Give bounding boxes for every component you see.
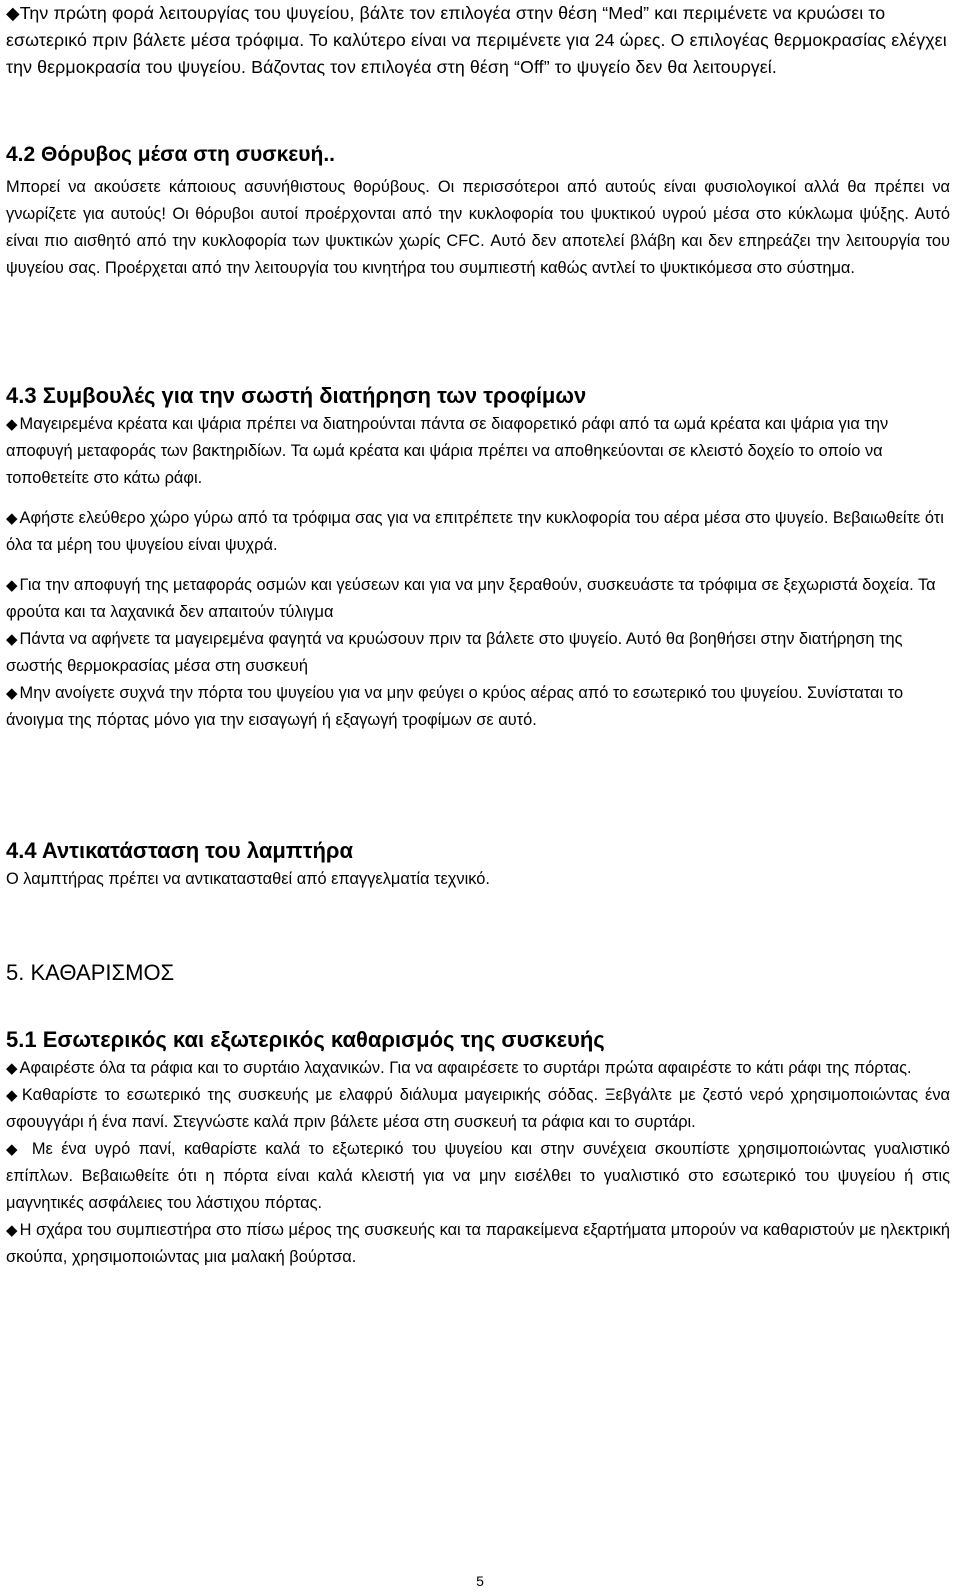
bullet-diamond-icon: ◆ — [6, 1087, 20, 1104]
list-item: ◆ Αφαιρέστε όλα τα ράφια και το συρτάιο λαχανικών. Για να αφαιρέσετε το συρτάρι πρώτα αφαιρέστε το κάτι ράφι της πόρτας. — [6, 1059, 912, 1077]
section-body: Ο λαμπτήρας πρέπει να αντικατασταθεί από επαγγελματία τεχνικό. — [6, 870, 490, 888]
list-item: ◆ Πάντα να αφήνετε τα μαγειρεμένα φαγητά να κρυώσουν πριν τα βάλετε στο ψυγείο. Αυτό θα βοηθήσει στην διατήρηση της σωστής θερμοκρασίας μέσα στη συσκευή — [6, 630, 903, 675]
intro-paragraph: ◆Την πρώτη φορά λειτουργίας του ψυγείου, βάλτε τον επιλογέα στην θέση “Med” και περιμένετε να κρυώσει το εσωτερικό πριν βάλετε μέσα τρόφιμα. Το καλύτερο είναι να περιμένετε για 24 ώρες. Ο επιλογέας θερμοκρασίας ελέγχει την θερμοκρασία του ψυγείου. Βάζοντας τον επιλογέα στη θέση “Off” το ψυγείο δεν θα λειτουργεί. — [6, 3, 947, 77]
bullet-diamond-icon: ◆ — [6, 510, 18, 527]
bullet-diamond-icon: ◆ — [6, 1222, 18, 1239]
bullet-diamond-icon: ◆ — [6, 1060, 18, 1077]
list-item: ◆ Με ένα υγρό πανί, καθαρίστε καλά το εξωτερικό του ψυγείου και στην συνέχεια σκουπίστε χρησιμοποιώντας γυαλιστικό επίπλων. Βεβαιωθείτε ότι η πόρτα είναι καλά κλειστή για να μην εισέλθει το γυαλιστικό στο εσωτερικό του ψυγείου ή στις μαγνητικές ασφάλειες του λάστιχου πόρτας. — [6, 1140, 950, 1212]
bullet-diamond-icon: ◆ — [6, 631, 18, 648]
bullet-diamond-icon: ◆ — [6, 1141, 22, 1158]
section-4-4 — [6, 836, 950, 893]
list-item: ◆ Για την αποφυγή της μεταφοράς οσμών και γεύσεων και για να μην ξεραθούν, συσκευάστε τα τρόφιμα σε ξεχωριστά δοχεία. Τα φρούτα και τα λαχανικά δεν απαιτούν τύλιγμα — [6, 576, 936, 621]
section-heading: 4.2 Θόρυβος μέσα στη συσκευή.. — [6, 143, 335, 166]
list-item: ◆ Καθαρίστε το εσωτερικό της συσκευής με ελαφρύ διάλυμα μαγειρικής σόδας. Ξεβγάλτε με ζεστό νερό χρησιμοποιώντας ένα σφουγγάρι ή ένα πανί. Στεγνώστε καλά πριν βάλετε μέσα στη συσκευή τα ράφια και το συρτάρι. — [6, 1086, 950, 1131]
list-item: ◆ Μαγειρεμένα κρέατα και ψάρια πρέπει να διατηρούνται πάντα σε διαφορετικό ράφι από τα ωμά κρέατα και ψάρια για την αποφυγή μεταφοράς των βακτηριδίων. Τα ωμά κρέατα και ψάρια πρέπει να αποθηκεύονται σε κλειστό δοχείο το οποίο να τοποθετείτε στο κάτω ράφι. — [6, 415, 889, 487]
bullet-diamond-icon: ◆ — [6, 416, 18, 433]
chapter-heading: 5. ΚΑΘΑΡΙΣΜΟΣ — [6, 960, 175, 985]
list-item: ◆ Μην ανοίγετε συχνά την πόρτα του ψυγείου για να μην φεύγει ο κρύος αέρας από το εσωτερικό του ψυγείου. Συνίσταται το άνοιγμα της πόρτας μόνο για την εισαγωγή ή εξαγωγή τροφίμων σε αυτό. — [6, 684, 904, 729]
page-number: 5 — [476, 1573, 484, 1589]
section-5-1 — [6, 1025, 950, 1271]
list-item: ◆ Η σχάρα του συμπιεστήρα στο πίσω μέρος της συσκευής και τα παρακείμενα εξαρτήματα μπορούν να καθαριστούν με ηλεκτρική σκούπα, χρησιμοποιώντας μια μαλακή βούρτσα. — [6, 1221, 950, 1266]
section-heading: 4.3 Συμβουλές για την σωστή διατήρηση των τροφίμων — [6, 383, 587, 408]
section-body: Μπορεί να ακούσετε κάποιους ασυνήθιστους θορύβους. Οι περισσότεροι από αυτούς είναι φυσιολογικοί αλλά θα πρέπει να γνωρίζετε για αυτούς! Οι θόρυβοι αυτοί προέρχονται από την κυκλοφορία του ψυκτικού υγρού μέσα στο κύκλωμα ψύξης. Αυτό είναι πιο αισθητό από την κυκλοφορία των ψυκτικών χωρίς CFC. Αυτό δεν αποτελεί βλάβη και δεν επηρεάζει την λειτουργία του ψυγείου σας. Προέρχεται από την λειτουργία του κινητήρα του συμπιεστή καθώς αντλεί το ψυκτικόμεσα στο σύστημα. — [6, 178, 950, 277]
bullet-diamond-icon: ◆ — [6, 577, 18, 594]
section-heading: 4.4 Αντικατάσταση του λαμπτήρα — [6, 838, 354, 863]
section-4-3 — [6, 381, 950, 734]
bullet-diamond-icon: ◆ — [6, 685, 18, 702]
list-item: ◆ Αφήστε ελεύθερο χώρο γύρω από τα τρόφιμα σας για να επιτρέπετε την κυκλοφορία του αέρα μέσα στο ψυγείο. Βεβαιωθείτε ότι όλα τα μέρη του ψυγείου είναι ψυχρά. — [6, 509, 944, 554]
section-4-2 — [6, 140, 950, 282]
section-heading: 5.1 Εσωτερικός και εξωτερικός καθαρισμός της συσκευής — [6, 1027, 605, 1052]
